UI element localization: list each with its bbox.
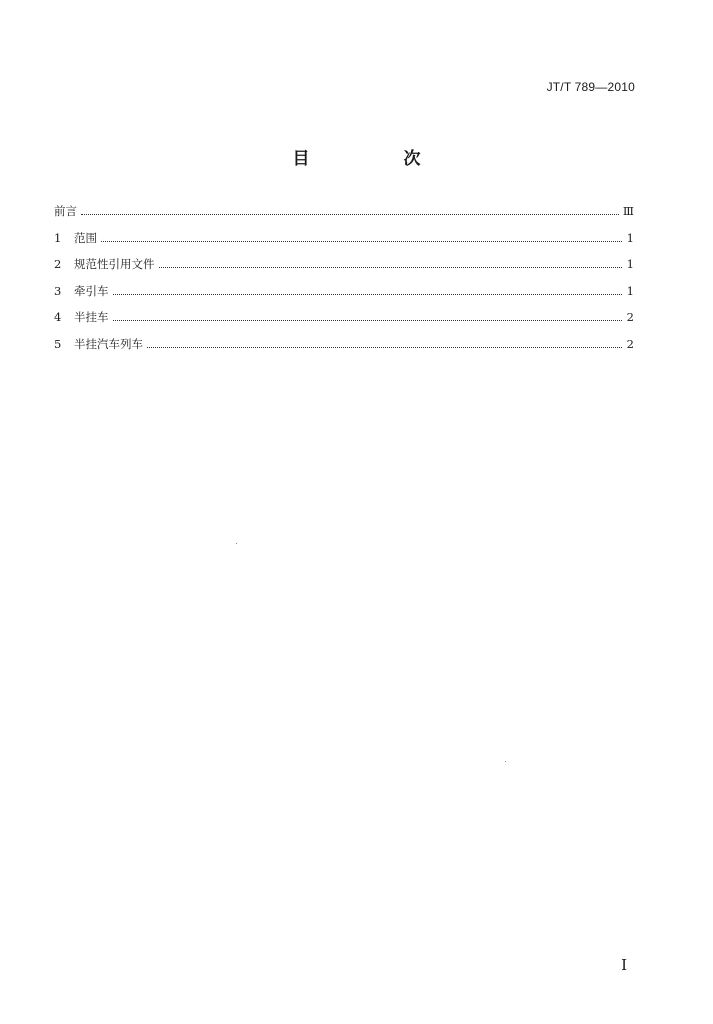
toc-entry-page: 1 [626,283,634,298]
toc-entry-number: 5 [54,336,62,351]
toc-entry-page: 2 [626,336,634,351]
toc-entry-number: 2 [54,257,62,271]
toc-entry-page: 2 [626,310,634,324]
toc-dot-leader [147,347,622,348]
scan-speck [236,543,237,544]
toc-entry-label: 前言 [54,204,77,218]
toc-dot-leader [159,267,623,268]
toc-entry-semi-trailer[interactable] [54,309,634,336]
page-number: Ⅰ [621,956,627,974]
toc-entry-number: 4 [54,310,62,324]
toc-entry-tractor[interactable] [54,283,634,310]
toc-entry-normative-references[interactable] [54,256,634,283]
toc-entry-page: Ⅲ [622,204,634,218]
toc-entry-scope[interactable] [54,230,634,257]
toc-entry-label: 半挂车 [74,310,109,324]
toc-entry-page: 1 [626,257,634,271]
toc-entry-label: 范围 [74,230,97,245]
toc-dot-leader [101,241,622,242]
toc-dot-leader [113,320,623,321]
scan-speck [505,761,506,762]
toc-entry-articulated-vehicle[interactable] [54,336,634,363]
toc-entry-label: 半挂汽车列车 [74,336,143,351]
toc-entry-label: 规范性引用文件 [74,257,155,271]
table-of-contents [54,203,634,362]
toc-entry-label: 牵引车 [74,283,109,298]
toc-entry-number: 1 [54,230,62,245]
standard-code: JT/T 789—2010 [546,80,635,94]
toc-entry-foreword[interactable] [54,203,634,230]
toc-dot-leader [81,214,619,215]
toc-entry-number: 3 [54,283,62,298]
toc-title: 目 次 [292,149,465,169]
toc-entry-page: 1 [626,230,634,245]
toc-dot-leader [113,294,623,295]
